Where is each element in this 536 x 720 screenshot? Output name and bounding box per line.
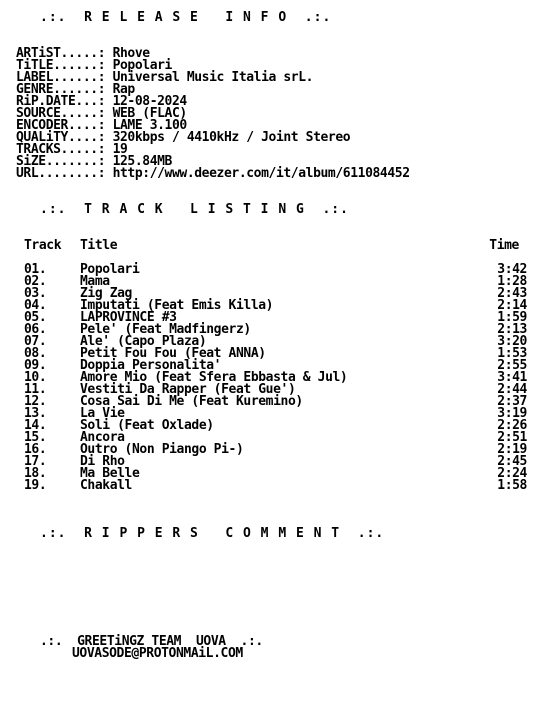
column-header-track: Track: [24, 238, 62, 253]
track-time: 2:51: [497, 430, 527, 445]
track-time: 2:45: [497, 454, 527, 469]
column-header-title: Title: [80, 238, 118, 253]
track-number: 14.: [24, 418, 47, 433]
info-value: 19: [112, 142, 128, 157]
info-value: Universal Music Italia srL.: [112, 70, 314, 85]
track-time: 3:42: [497, 262, 527, 277]
track-title: Chakall: [80, 478, 132, 493]
track-time: 1:59: [497, 310, 527, 325]
track-number: 01.: [24, 262, 47, 277]
track-title: Di Rho: [80, 454, 125, 469]
info-label: SiZE.......:: [16, 154, 106, 169]
track-number: 18.: [24, 466, 47, 481]
track-title: Doppia Personalita': [80, 358, 222, 373]
track-time: 1:58: [497, 478, 527, 493]
info-value: LAME 3.100: [112, 118, 187, 133]
track-time: 2:55: [497, 358, 527, 373]
info-value: WEB (FLAC): [112, 106, 187, 121]
info-value: Rap: [112, 82, 135, 97]
info-label: GENRE......:: [16, 82, 106, 97]
track-time: 2:19: [497, 442, 527, 457]
track-number: 19.: [24, 478, 47, 493]
info-label: RiP.DATE...:: [16, 94, 106, 109]
track-number: 06.: [24, 322, 47, 337]
info-label: SOURCE.....:: [16, 106, 106, 121]
track-title: Ma Belle: [80, 466, 140, 481]
track-column-headers: [0, 240, 536, 252]
track-title: Zig Zag: [80, 286, 132, 301]
track-time: 1:28: [497, 274, 527, 289]
track-number: 12.: [24, 394, 47, 409]
info-label: TRACKS.....:: [16, 142, 106, 157]
info-label: ENCODER....:: [16, 118, 106, 133]
info-label: ARTiST.....:: [16, 46, 106, 61]
info-value: 12-08-2024: [112, 94, 187, 109]
track-title: Imputati (Feat Emis Killa): [80, 298, 274, 313]
info-label: QUALiTY....:: [16, 130, 106, 145]
track-row: [0, 480, 536, 492]
info-value: 125.84MB: [112, 154, 172, 169]
track-title: Vestiti Da Rapper (Feat Gue'): [80, 382, 296, 397]
track-number: 16.: [24, 442, 47, 457]
info-label: LABEL......:: [16, 70, 106, 85]
track-number: 17.: [24, 454, 47, 469]
track-number: 03.: [24, 286, 47, 301]
info-value: Rhove: [112, 46, 150, 61]
track-title: Cosa Sai Di Me (Feat Kuremino): [80, 394, 303, 409]
info-label: URL........:: [16, 166, 106, 181]
track-title: Mama: [80, 274, 110, 289]
column-header-time: Time: [489, 238, 519, 253]
track-number: 11.: [24, 382, 47, 397]
track-title: Ancora: [80, 430, 125, 445]
track-time: 2:13: [497, 322, 527, 337]
info-row-url: [16, 168, 410, 180]
greetings-line: .:. GREETiNGZ TEAM UOVA .:.: [40, 634, 263, 649]
track-time: 2:14: [497, 298, 527, 313]
rippers-comment-header: .:. R I P P E R S C O M M E N T .:.: [40, 526, 385, 541]
track-listing-header: .:. T R A C K L I S T I N G .:.: [40, 202, 349, 217]
track-number: 07.: [24, 334, 47, 349]
track-title: Popolari: [80, 262, 140, 277]
track-title: Outro (Non Piango Pi-): [80, 442, 244, 457]
track-title: Petit Fou Fou (Feat ANNA): [80, 346, 266, 361]
track-time: 3:19: [497, 406, 527, 421]
track-time: 2:24: [497, 466, 527, 481]
info-value: 320kbps / 4410kHz / Joint Stereo: [112, 130, 351, 145]
info-value: Popolari: [112, 58, 172, 73]
track-title: Pele' (Feat Madfingerz): [80, 322, 251, 337]
track-number: 09.: [24, 358, 47, 373]
track-number: 04.: [24, 298, 47, 313]
track-time: 1:53: [497, 346, 527, 361]
track-title: Ale' (Capo Plaza): [80, 334, 207, 349]
track-number: 15.: [24, 430, 47, 445]
track-number: 10.: [24, 370, 47, 385]
track-time: 2:43: [497, 286, 527, 301]
info-value: http://www.deezer.com/it/album/611084452: [112, 166, 410, 181]
track-number: 05.: [24, 310, 47, 325]
track-title: LAPROVINCE #3: [80, 310, 177, 325]
track-title: Amore Mio (Feat Sfera Ebbasta & Jul): [80, 370, 348, 385]
track-time: 2:37: [497, 394, 527, 409]
track-time: 2:44: [497, 382, 527, 397]
track-number: 13.: [24, 406, 47, 421]
track-number: 02.: [24, 274, 47, 289]
track-title: La Vie: [80, 406, 125, 421]
contact-email: UOVASODE@PROTONMAiL.COM: [72, 646, 243, 661]
info-label: TiTLE......:: [16, 58, 106, 73]
track-time: 3:20: [497, 334, 527, 349]
track-time: 3:41: [497, 370, 527, 385]
track-time: 2:26: [497, 418, 527, 433]
track-title: Soli (Feat Oxlade): [80, 418, 214, 433]
release-info-header: .:. R E L E A S E I N F O .:.: [40, 10, 332, 25]
track-number: 08.: [24, 346, 47, 361]
